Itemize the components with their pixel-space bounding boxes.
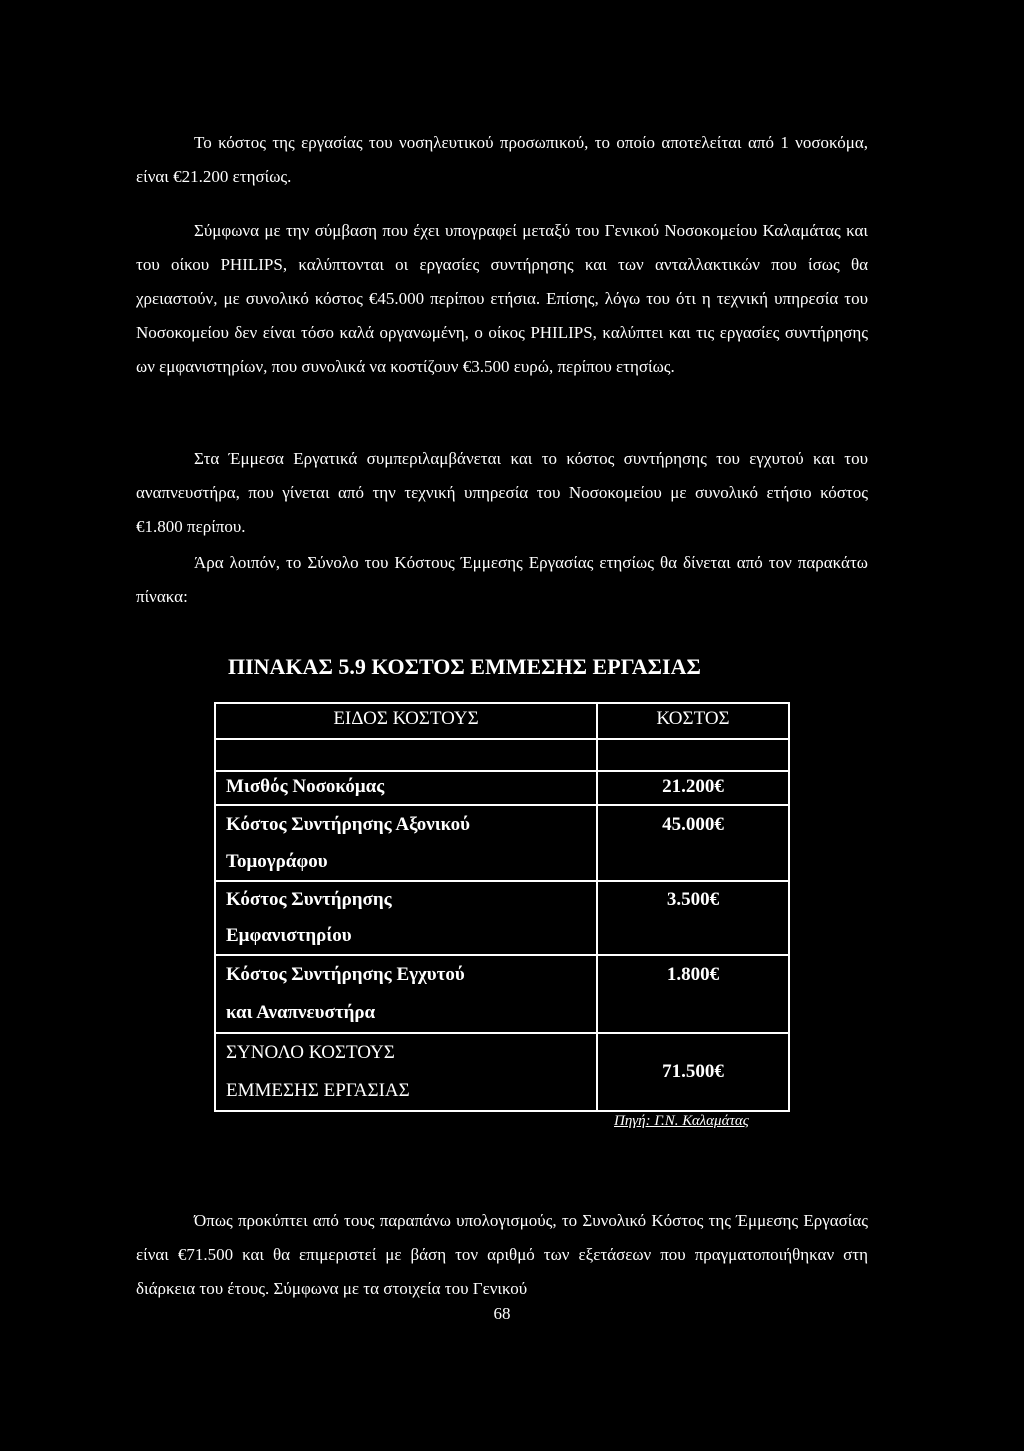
paragraph-nursing-cost-text: Το κόστος της εργασίας του νοσηλευτικού προσωπικού, το οποίο αποτελείται από 1 νοσοκόμα, είναι €21.200 ετησίως. — [136, 133, 868, 186]
row-value: 45.000€ — [597, 805, 789, 881]
table-row — [215, 771, 789, 805]
paragraph-table-intro — [136, 546, 868, 614]
row-value: 3.500€ — [597, 881, 789, 955]
paragraph-philips-contract — [136, 214, 868, 384]
row-label — [215, 771, 597, 805]
row-label-line: Μισθός Νοσοκόμας — [226, 776, 385, 797]
page-number: 68 — [493, 1304, 511, 1323]
paragraph-conclusion-text: Όπως προκύπτει από τους παραπάνω υπολογισμούς, το Συνολικό Κόστος της Έμμεσης Εργασίας είναι €71.500 και θα επιμεριστεί με βάση τον αριθμό των εξετάσεων που πραγματοποιήθηκαν στη διάρκεια του έτους. Σύμφωνα με τα στοιχεία του Γενικού — [136, 1211, 868, 1298]
table-source: Πηγή: Γ.Ν. Καλαμάτας — [614, 1113, 749, 1129]
paragraph-indirect-labor-text: Στα Έμμεσα Εργατικά συμπεριλαμβάνεται και το κόστος συντήρησης του εγχυτού και του αναπνευστήρα, που γίνεται από την τεχνική υπηρεσία του Νοσοκομείου με συνολικό ετήσιο κόστος €1.800 περίπου. — [136, 449, 868, 536]
row-label-line: και Αναπνευστήρα — [226, 1002, 376, 1023]
table-row — [215, 881, 789, 955]
header-cost: ΚΟΣΤΟΣ — [597, 703, 789, 739]
row-label-line: Κόστος Συντήρησης — [226, 889, 392, 910]
row-label-line: Τομογράφου — [226, 851, 328, 872]
row-label-line: ΣΥΝΟΛΟ ΚΟΣΤΟΥΣ — [226, 1042, 395, 1063]
paragraph-table-intro-text: Άρα λοιπόν, το Σύνολο του Κόστους Έμμεσης Εργασίας ετησίως θα δίνεται από τον παρακάτω πίνακα: — [136, 553, 868, 606]
row-value: 1.800€ — [597, 955, 789, 1033]
row-label — [215, 1033, 597, 1111]
row-label — [215, 955, 597, 1033]
table-row — [215, 955, 789, 1033]
row-label — [215, 805, 597, 881]
indirect-labor-cost-table — [214, 702, 790, 1112]
paragraph-nursing-cost — [136, 126, 868, 194]
header-cost-type: ΕΙΔΟΣ ΚΟΣΤΟΥΣ — [215, 703, 597, 739]
paragraph-indirect-labor — [136, 442, 868, 544]
row-label — [215, 881, 597, 955]
row-label-line: Κόστος Συντήρησης Εγχυτού — [226, 964, 465, 985]
table-row — [215, 805, 789, 881]
row-value: 21.200€ — [597, 771, 789, 805]
paragraph-conclusion — [136, 1204, 868, 1306]
row-label-line: ΕΜΜΕΣΗΣ ΕΡΓΑΣΙΑΣ — [226, 1080, 410, 1101]
table-total-row — [215, 1033, 789, 1111]
table-header-row — [215, 703, 789, 739]
row-label-line: Εμφανιστηρίου — [226, 925, 352, 946]
table-title: ΠΙΝΑΚΑΣ 5.9 ΚΟΣΤΟΣ ΕΜΜΕΣΗΣ ΕΡΓΑΣΙΑΣ — [228, 654, 701, 679]
row-value: 71.500€ — [597, 1033, 789, 1111]
paragraph-philips-contract-text: Σύμφωνα με την σύμβαση που έχει υπογραφεί μεταξύ του Γενικού Νοσοκομείου Καλαμάτας και του οίκου PHILIPS, καλύπτονται οι εργασίες συντήρησης και των ανταλλακτικών που ίσως θα χρειαστούν, με συνολικό κόστος €45.000 περίπου ετήσια. Επίσης, λόγω του ότι η τεχνική υπηρεσία του Νοσοκομείου δεν είναι τόσο καλά οργανωμένη, ο οίκος PHILIPS, καλύπτει και τις εργασίες συντήρησης ων εμφανιστηρίων, που συνολικά να κοστίζουν €3.500 ευρώ, περίπου ετησίως. — [136, 221, 868, 376]
table-spacer-row — [215, 739, 789, 771]
row-label-line: Κόστος Συντήρησης Αξονικού — [226, 814, 471, 835]
